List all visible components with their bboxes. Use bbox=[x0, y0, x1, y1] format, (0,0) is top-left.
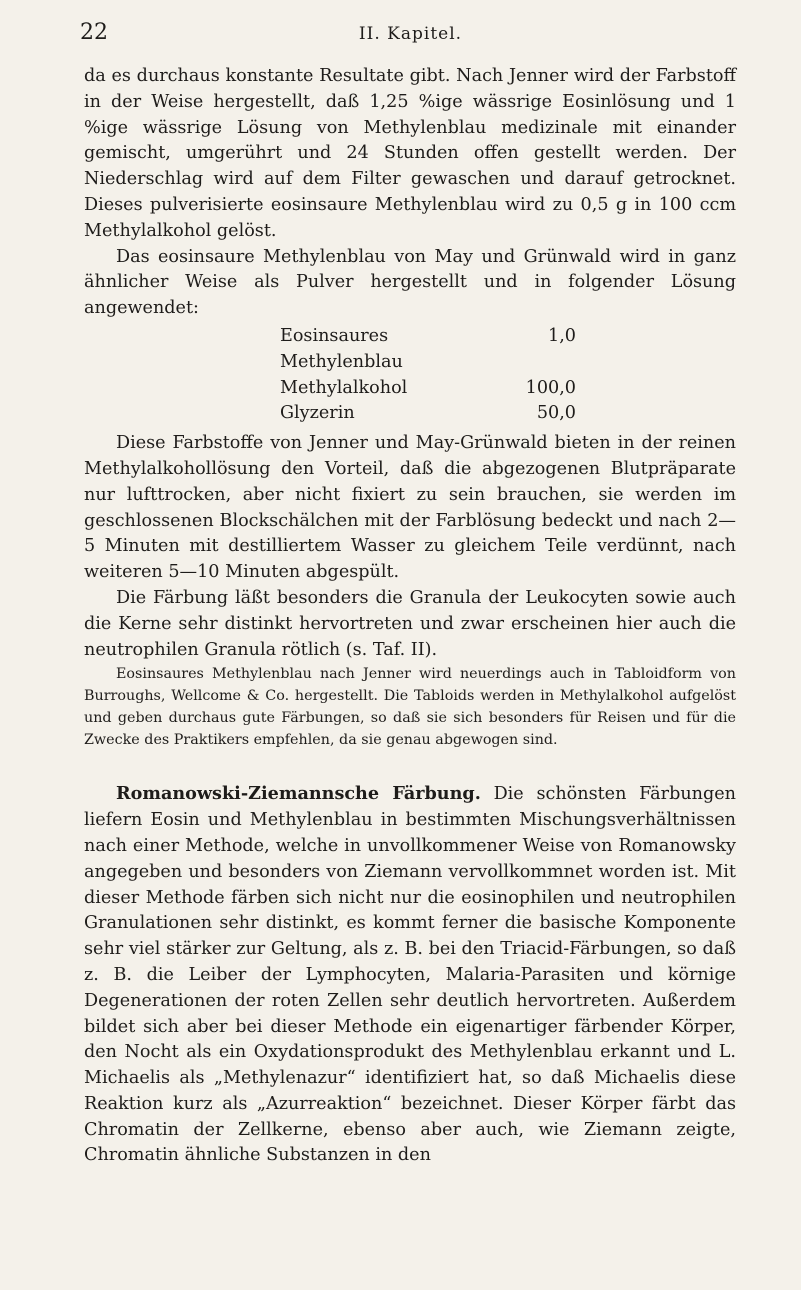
recipe-amount: 100,0 bbox=[525, 377, 576, 398]
recipe-ingredient: Glyzerin bbox=[280, 403, 355, 424]
paragraph-tabloid-note: Eosinsaures Methylenblau nach Jenner wird neuerdings auch in Tabloidform von Burroughs, Wellcome & Co. hergestellt. Die Tabloids werden in Methylalkohol aufgelöst und geben durchaus gute Färbungen, so daß sie sich besonders für Reisen und für die Zwecke des Praktikers empfehlen, da sie genau abgewogen sind. bbox=[84, 666, 736, 749]
chapter-title: II. Kapitel. bbox=[358, 24, 463, 44]
paragraph-jenner: da es durchaus konstante Resultate gibt. Nach Jenner wird der Farbstoff in der Weise hergestellt, daß 1,25 %ige wässrige Eosinlösung und 1 %ige wässrige Lösung von Methylenblau medizinale mit einander gemischt, umgerührt und 24 Stunden offen gestellt werden. Der Niederschlag wird auf dem Filter gewaschen und darauf getrocknet. Dieses pulverisierte eosinsaure Methylenblau wird zu 0,5 g in 100 ccm Methylalkohol gelöst. bbox=[84, 66, 736, 241]
page-body bbox=[84, 64, 736, 1169]
paragraph-romanowski bbox=[84, 781, 736, 1169]
recipe-amount: 1,0 bbox=[548, 325, 576, 346]
paragraph-granula: Die Färbung läßt besonders die Granula der Leukocyten sowie auch die Kerne sehr distinkt hervortreten und zwar erscheinen hier auch die neutrophilen Granula rötlich (s. Taf. II). bbox=[84, 587, 736, 660]
recipe-row bbox=[280, 376, 736, 402]
paragraph-advantages: Diese Farbstoffe von Jenner und May-Grünwald bieten in der reinen Methylalkohollösung den Vorteil, daß die abgezogenen Blutpräparate nur lufttrocken, aber nicht fixiert zu sein brauchen, sie werden im geschlossenen Blockschälchen mit der Farblösung bedeckt und nach 2—5 Minuten mit destilliertem Wasser zu gleichem Teile verdünnt, nach weiteren 5—10 Minuten abgespült. bbox=[84, 433, 736, 583]
paragraph-may-gruenwald: Das eosinsaure Methylenblau von May und Grünwald wird in ganz ähnlicher Weise als Pulver hergestellt und in folgender Lösung angewendet: bbox=[84, 246, 736, 319]
paragraph-romanowski-text: Die schönsten Färbungen liefern Eosin und Methylenblau in bestimmten Mischungsverhältnissen nach einer Methode, welche in unvollkommener Weise von Romanowsky angegeben und besonders von Ziemann vervollkommnet worden ist. Mit dieser Methode färben sich nicht nur die eosinophilen und neutrophilen Granulationen sehr distinkt, es kommt ferner die basische Komponente sehr viel stärker zur Geltung, als z. B. bei den Triacid-Färbungen, so daß z. B. die Leiber der Lymphocyten, Malaria-Parasiten und körnige Degenerationen der roten Zellen sehr deutlich hervortreten. Außerdem bildet sich aber bei dieser Methode ein eigenartiger färbender Körper, den Nocht als ein Oxydationsprodukt des Methylenblau erkannt und L. Michaelis als „Methylenazur“ identifiziert hat, so daß Michaelis diese Reaktion kurz als „Azurreaktion“ bezeichnet. Dieser Körper färbt das Chromatin der Zellkerne, ebenso aber auch, wie Ziemann zeigte, Chromatin ähnliche Substanzen in den bbox=[84, 784, 736, 1166]
page-number: 22 bbox=[80, 20, 108, 45]
recipe-ingredient: Eosinsaures Methylenblau bbox=[280, 325, 403, 372]
section-gap bbox=[84, 751, 736, 781]
section-heading: Romanowski-Ziemannsche Färbung. bbox=[116, 783, 481, 805]
recipe-row bbox=[280, 401, 736, 427]
recipe-ingredient: Methylalkohol bbox=[280, 377, 408, 398]
recipe-amount: 50,0 bbox=[536, 403, 576, 424]
recipe-row bbox=[280, 324, 736, 376]
running-header bbox=[80, 16, 741, 46]
recipe-table bbox=[280, 324, 736, 427]
